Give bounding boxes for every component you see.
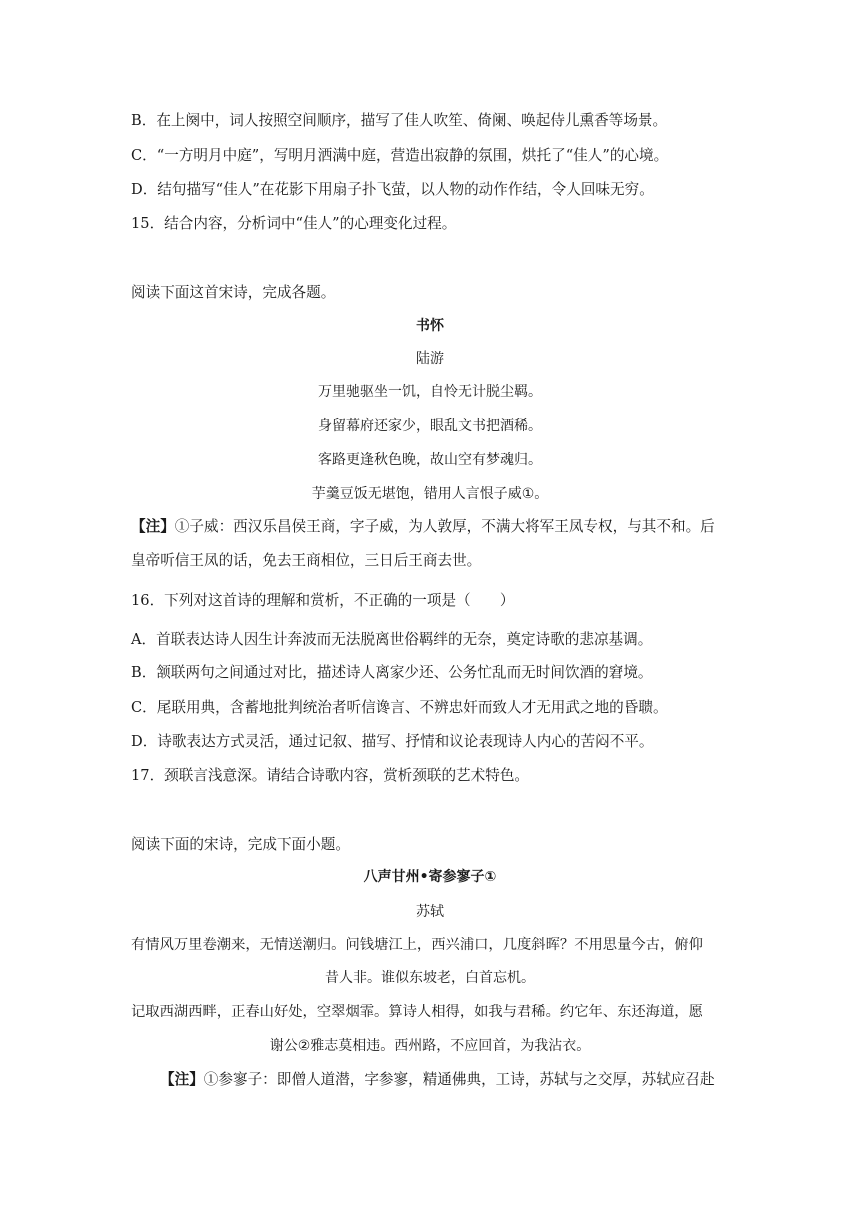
question-16: 16．下列对这首诗的理解和赏析，不正确的一项是（ ） [131, 592, 515, 609]
poem1-note [131, 517, 715, 537]
poem1-title: 书怀 [416, 318, 444, 334]
poem1-intro: 阅读下面这首宋诗，完成各题。 [131, 284, 336, 301]
q16-option-a: A．首联表达诗人因生计奔波而无法脱离世俗羁绊的无奈，奠定诗歌的悲凉基调。 [131, 631, 653, 648]
poem1-line-1: 万里驰驱坐一饥，自怜无计脱尘羁。 [318, 384, 542, 400]
q14-option-c: C．“一方明月中庭”，写明月洒满中庭，营造出寂静的氛围，烘托了“佳人”的心境。 [131, 147, 669, 164]
question-17: 17．颈联言浅意深。请结合诗歌内容，赏析颈联的艺术特色。 [131, 767, 530, 784]
poem1-author: 陆游 [416, 351, 444, 367]
poem2-author: 苏轼 [416, 904, 444, 920]
note-label-2: 【注】 [160, 1071, 204, 1088]
note-text: ①子威：西汉乐昌侯王商，字子威，为人敦厚，不满大将军王凤专权，与其不和。后 [174, 518, 715, 535]
q14-option-d: D．结句描写“佳人”在花影下用扇子扑飞萤，以人物的动作作结，令人回味无穷。 [131, 181, 654, 198]
poem2-stanza2-line2: 谢公②雅志莫相违。西州路，不应回首，为我沾衣。 [269, 1038, 591, 1054]
poem2-stanza2-line1: 记取西湖西畔，正春山好处，空翠烟霏。算诗人相得，如我与君稀。约它年、东还海道，愿 [131, 1004, 703, 1020]
poem1-line-4: 芋羹豆饭无堪饱，错用人言恨子威①。 [311, 486, 549, 502]
poem2-title: 八声甘州•寄参寥子① [363, 869, 497, 885]
poem1-note-continued: 皇帝听信王凤的话，免去王商相位，三日后王商去世。 [131, 552, 482, 569]
poem1-line-2: 身留幕府还家少，眼乱文书把酒稀。 [318, 418, 542, 434]
q16-option-d: D．诗歌表达方式灵活，通过记叙、描写、抒情和议论表现诗人内心的苦闷不平。 [131, 733, 654, 750]
q16-option-c: C．尾联用典，含蓄地批判统治者听信谗言、不辨忠奸而致人才无用武之地的昏聩。 [131, 699, 668, 716]
question-15: 15．结合内容，分析词中“佳人”的心理变化过程。 [131, 215, 457, 232]
q14-option-b: B．在上阕中，词人按照空间顺序，描写了佳人吹笙、倚阑、唤起侍儿熏香等场景。 [131, 112, 668, 129]
poem2-stanza1-line1: 有情风万里卷潮来，无情送潮归。问钱塘江上，西兴浦口，几度斜晖？不用思量今古，俯仰 [131, 937, 703, 953]
poem2-intro: 阅读下面的宋诗，完成下面小题。 [131, 836, 350, 853]
q16-option-b: B．颔联两句之间通过对比，描述诗人离家少还、公务忙乱而无时间饮酒的窘境。 [131, 664, 653, 681]
poem1-line-3: 客路更逢秋色晚，故山空有梦魂归。 [318, 452, 542, 468]
poem2-stanza1-line2: 昔人非。谁似东坡老，白首忘机。 [325, 970, 535, 986]
note-label: 【注】 [131, 518, 175, 535]
poem2-note [160, 1070, 715, 1090]
note-text-2: ①参寥子：即僧人道潜，字参寥，精通佛典，工诗，苏轼与之交厚，苏轼应召赴 [203, 1071, 715, 1088]
